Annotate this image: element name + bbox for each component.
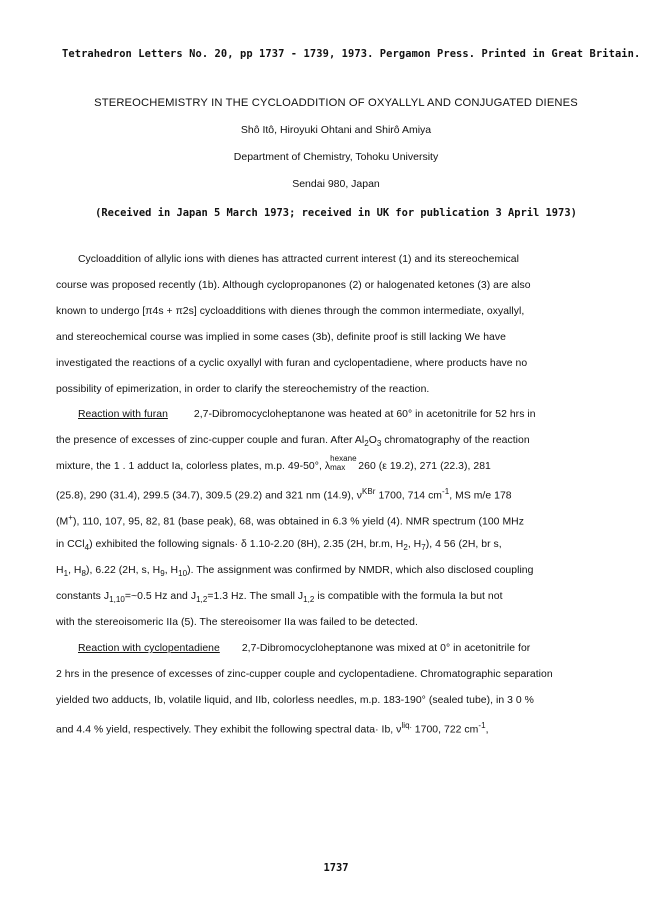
- body-line: and stereochemical course was implied in some cases (3b), definite proof is still lacking We have: [56, 332, 506, 343]
- journal-header: Tetrahedron Letters No. 20, pp 1737 - 1739, 1973. Pergamon Press. Printed in Great Britain.: [62, 48, 641, 60]
- received-dates: (Received in Japan 5 March 1973; received in UK for publication 3 April 1973): [95, 207, 577, 219]
- body-line: investigated the reactions of a cyclic oxyallyl with furan and cyclopentadiene, where products have no: [56, 358, 528, 369]
- body-line: known to undergo [π4s + π2s] cycloadditions with dienes through the common intermediate, oxyallyl,: [56, 306, 525, 317]
- body-line: possibility of epimerization, in order to clarify the stereochemistry of the reaction.: [56, 384, 430, 395]
- body-line: Cycloaddition of allylic ions with dienes has attracted current interest (1) and its stereochemical: [78, 254, 519, 265]
- body-line: the presence of excesses of zinc-cupper couple and furan. After $Al_2O_3$ chromatography of the reaction: [56, 435, 530, 449]
- article-affiliation: Department of Chemistry, Tohoku University: [233, 151, 439, 163]
- body-line: yielded two adducts, Ib, volatile liquid, and IIb, colorless needles, m.p. 183-190° (sealed tube), in 3 0 %: [56, 695, 534, 706]
- body-line: $H_1$, $H_8$), 6.22 (2H, s, $H_9$, $H_{10}$). The assignment was confirmed by NMDR, which also disclosed coupling: [56, 565, 534, 579]
- body-line: and 4.4 % yield, respectively. They exhibit the following spectral data· Ib, $\nu^{liq.}$ 1700, 722 $cm^{-1}$,: [56, 721, 489, 736]
- body-line: (M+), 110, 107, 95, 82, 81 (base peak), 68, was obtained in 6.3 % yield (4). NMR spectrum (100 MHz: [56, 513, 524, 528]
- section-heading-furan: Reaction with furan: [78, 409, 168, 420]
- page-number: 1737: [323, 862, 349, 874]
- article-title: STEREOCHEMISTRY IN THE CYCLOADDITION OF OXYALLYL AND CONJUGATED DIENES: [94, 97, 578, 109]
- body-line: course was proposed recently (1b). Although cyclopropanones (2) or halogenated ketones (3) are also: [56, 280, 531, 291]
- body-line: 2 hrs in the presence of excesses of zinc-cupper couple and cyclopentadiene. Chromatographic separation: [56, 669, 553, 680]
- body-line: Reaction with cyclopentadiene 2,7-Dibromocycloheptanone was mixed at 0° in acetonitrile for: [78, 643, 531, 654]
- body-line: (25.8), 290 (31.4), 299.5 (34.7), 309.5 (29.2) and 321 nm (14.9), $\nu^{KBr}$ 1700, 714 $cm^{-1}$, MS m/e 178: [56, 487, 512, 502]
- body-line: Reaction with furan 2,7-Dibromocycloheptanone was heated at 60° in acetonitrile for 52 hrs in: [78, 409, 536, 420]
- section-heading-cyclopentadiene: Reaction with cyclopentadiene: [78, 643, 220, 654]
- body-line: in CCl$_4$) exhibited the following signals· δ 1.10-2.20 (8H), 2.35 (2H, br.m, $H_2$, $H_7$), 4 56 (2H, br s,: [56, 539, 502, 553]
- body-line: with the stereoisomeric IIa (5). The stereoisomer IIa was failed to be detected.: [56, 617, 418, 628]
- body-line: mixture, the 1 . 1 adduct Ia, colorless plates, m.p. 49-50°, λ hexane max 260 (ε 19.2), 271 (22.3), 281: [56, 454, 491, 472]
- body-line: constants $J_{1,10}=\sim 0.5$ Hz and $J_{1,2}=1.3$ Hz. The small $J_{1,2}$ is compatible with the formula Ia but not: [56, 591, 503, 605]
- article-authors: Shô Itô, Hiroyuki Ohtani and Shirô Amiya: [240, 124, 432, 136]
- article-address: Sendai 980, Japan: [292, 178, 380, 190]
